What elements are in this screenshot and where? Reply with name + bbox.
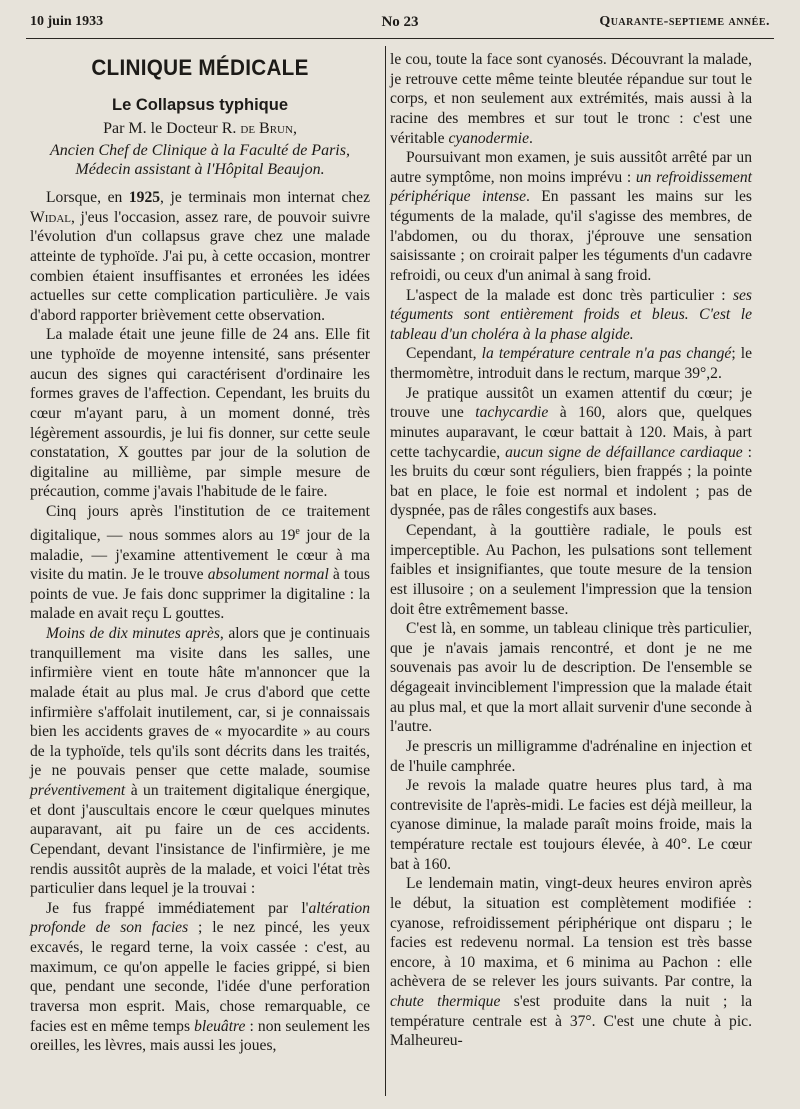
header-date: 10 juin 1933 [30,14,104,29]
section-title: CLINIQUE MÉDICALE [91,55,309,80]
paragraph: La malade était une jeune fille de 24 ans. Elle fit une typhoïde de moyenne intensité, sans présenter aucun des signes qui caractérisent d'ordinaire les formes graves de l'affection. Cependant, les bruits du cœur m'ayant paru, à un moment donné, très légèrement assourdis, je lui fis donner, sur cette seule constatation, X gouttes par jour de la solution de digitaline au millième, par simple mesure de précaution, comme j'avais l'habitude de le faire. [30,326,370,501]
paragraph: Je fus frappé immédiatement par l'altération profonde de son facies ; le nez pincé, les yeux excavés, le regard terne, la voix cassée : c'est, au maximum, ce qu'on appelle le facies grippé, si bien que, pendant une seconde, l'idée d'une perforation traversa mon esprit. Mais, chose remarquable, ce facies est en même temps bleuâtre : non seulement les oreilles, les lèvres, mais aussi les joues, [30,899,370,1055]
paragraph: Je revois la malade quatre heures plus tard, à ma contrevisite de l'après-midi. Le facies est déjà meilleur, la cyanose diminue, la malade paraît moins froide, mais la température rectale est toujours élevée, à 40°. Le cœur bat à 160. [390,777,752,873]
paragraph: L'aspect de la malade est donc très particulier : ses téguments sont entièrement froids et bleus. C'est le tableau d'un choléra à la phase algide. [390,286,752,343]
paragraph: Je prescris un milligramme d'adrénaline en injection et de l'huile camphrée. [390,737,752,775]
paragraph: Je pratique aussitôt un examen attentif du cœur; je trouve une tachycardie à 160, alors que, quelques minutes auparavant, le cœur battait à 120. Mais, à part cette tachycardie, aucun signe de défaillance cardiaque : les bruits du cœur sont réguliers, bien frappés ; la pointe bat en place, le foie est normal et indolent ; pas de dyspnée, pas de râles congestifs aux bases. [390,384,752,520]
header-rule [26,38,774,39]
paragraph: Moins de dix minutes après, alors que je continuais tranquillement ma visite dans les salles, une infirmière vient en toute hâte m'annoncer que la malade était au plus mal. Je crus d'abord que cette infirmière s'affolait inutilement, car, si je connaissais bien les accidents graves de « myocardite » au cours de la typhoïde, tels qu'ils sont décrits dans les traités, je ne pouvais penser que cette malade, soumise préventivement à un traitement digitalique énergique, et dont j'auscultais encore le cœur quelques minutes auparavant, ait pu faire un de ces accidents. Cependant, devant l'insistance de l'infirmière, je me rendis aussitôt auprès de la malade, et voici l'état très particulier dans lequel je la trouvai : [30,625,370,898]
paragraph: le cou, toute la face sont cyanosés. Découvrant la malade, je retrouve cette même teinte bleutée répandue sur tout le corps, et non seulement aux extrémités, mais aussi à la racine des membres et sur tout le tronc : c'est une véritable cyanodermie. [390,51,752,147]
paragraph: Cependant, à la gouttière radiale, le pouls est imperceptible. Au Pachon, les pulsations sont tellement faibles et insignifiantes, que toute mesure de la tension est illusoire ; on a seulement l'impression que la tension doit être extrêmement basse. [390,522,752,618]
author-affiliation [30,141,370,180]
affiliation-line-1: Ancien Chef de Clinique à la Faculté de Paris, [50,141,350,159]
paragraph: Cependant, la température centrale n'a pas changé; le thermomètre, introduit dans le rectum, marque 39°,2. [390,345,752,382]
byline-suffix: , [292,120,297,138]
header-year: Quarante-septieme année. [599,14,770,29]
column-divider [385,46,386,1096]
paragraph: Poursuivant mon examen, je suis aussitôt arrêté par un autre symptôme, non moins imprévu : un refroidissement périphérique intense. En passant les mains sur les téguments de la malade, qu'il s'agisse des membres, de l'abdomen, ou du thorax, j'éprouve une sensation saisissante ; on croirait palper les téguments d'un cadavre refroidi, ou ceux d'un animal à sang froid. [390,149,753,284]
paragraph: Cinq jours après l'institution de ce traitement digitalique, — nous sommes alors au 19e jour de la maladie, — j'examine attentivement le cœur à ma visite du matin. Je le trouve absolument normal à tous points de vue. Je fais donc supprimer la digitaline : la malade en avait reçu L gouttes. [30,503,370,623]
left-column [30,52,370,1056]
author-name: de Brun [240,120,293,138]
paragraph: Le lendemain matin, vingt-deux heures environ après le début, la situation est complètement modifiée : cyanose, refroidissement périphérique ont disparu ; le facies est redevenu normal. La tension est très basse encore, à 10 maxima, et 6 minima au Pachon : elle achèvera de se relever les jours suivants. Par contre, la chute thermique s'est produite dans la nuit ; la température centrale est à 37°. C'est une chute à pic. Malheureu- [390,875,752,1050]
right-column [390,50,752,1051]
header-issue-number: No 23 [381,14,419,30]
page-header [30,14,770,36]
byline-prefix: Par M. le Docteur R. [103,120,241,138]
paragraph: C'est là, en somme, un tableau clinique très particulier, que je n'avais jamais rencontré, et dont je ne me souvenais pas avoir lu de description. De l'ensemble se dégageait invinciblement l'impression que la malade était au plus mal, et que la mort allait survenir d'une seconde à l'autre. [390,620,752,736]
paragraph: Lorsque, en 1925, je terminais mon internat chez Widal, j'eus l'occasion, assez rare, de pouvoir suivre l'évolution d'un collapsus grave chez une malade atteinte de typhoïde. J'ai pu, à cette occasion, montrer combien étaient insuffisantes et erronées les idées actuelles sur cette complication particulière. Je vais d'abord rapporter brièvement cette observation. [30,189,370,324]
affiliation-line-2: Médecin assistant à l'Hôpital Beaujon. [75,161,325,179]
byline [30,119,370,139]
article-title: Le Collapsus typhique [111,95,289,114]
